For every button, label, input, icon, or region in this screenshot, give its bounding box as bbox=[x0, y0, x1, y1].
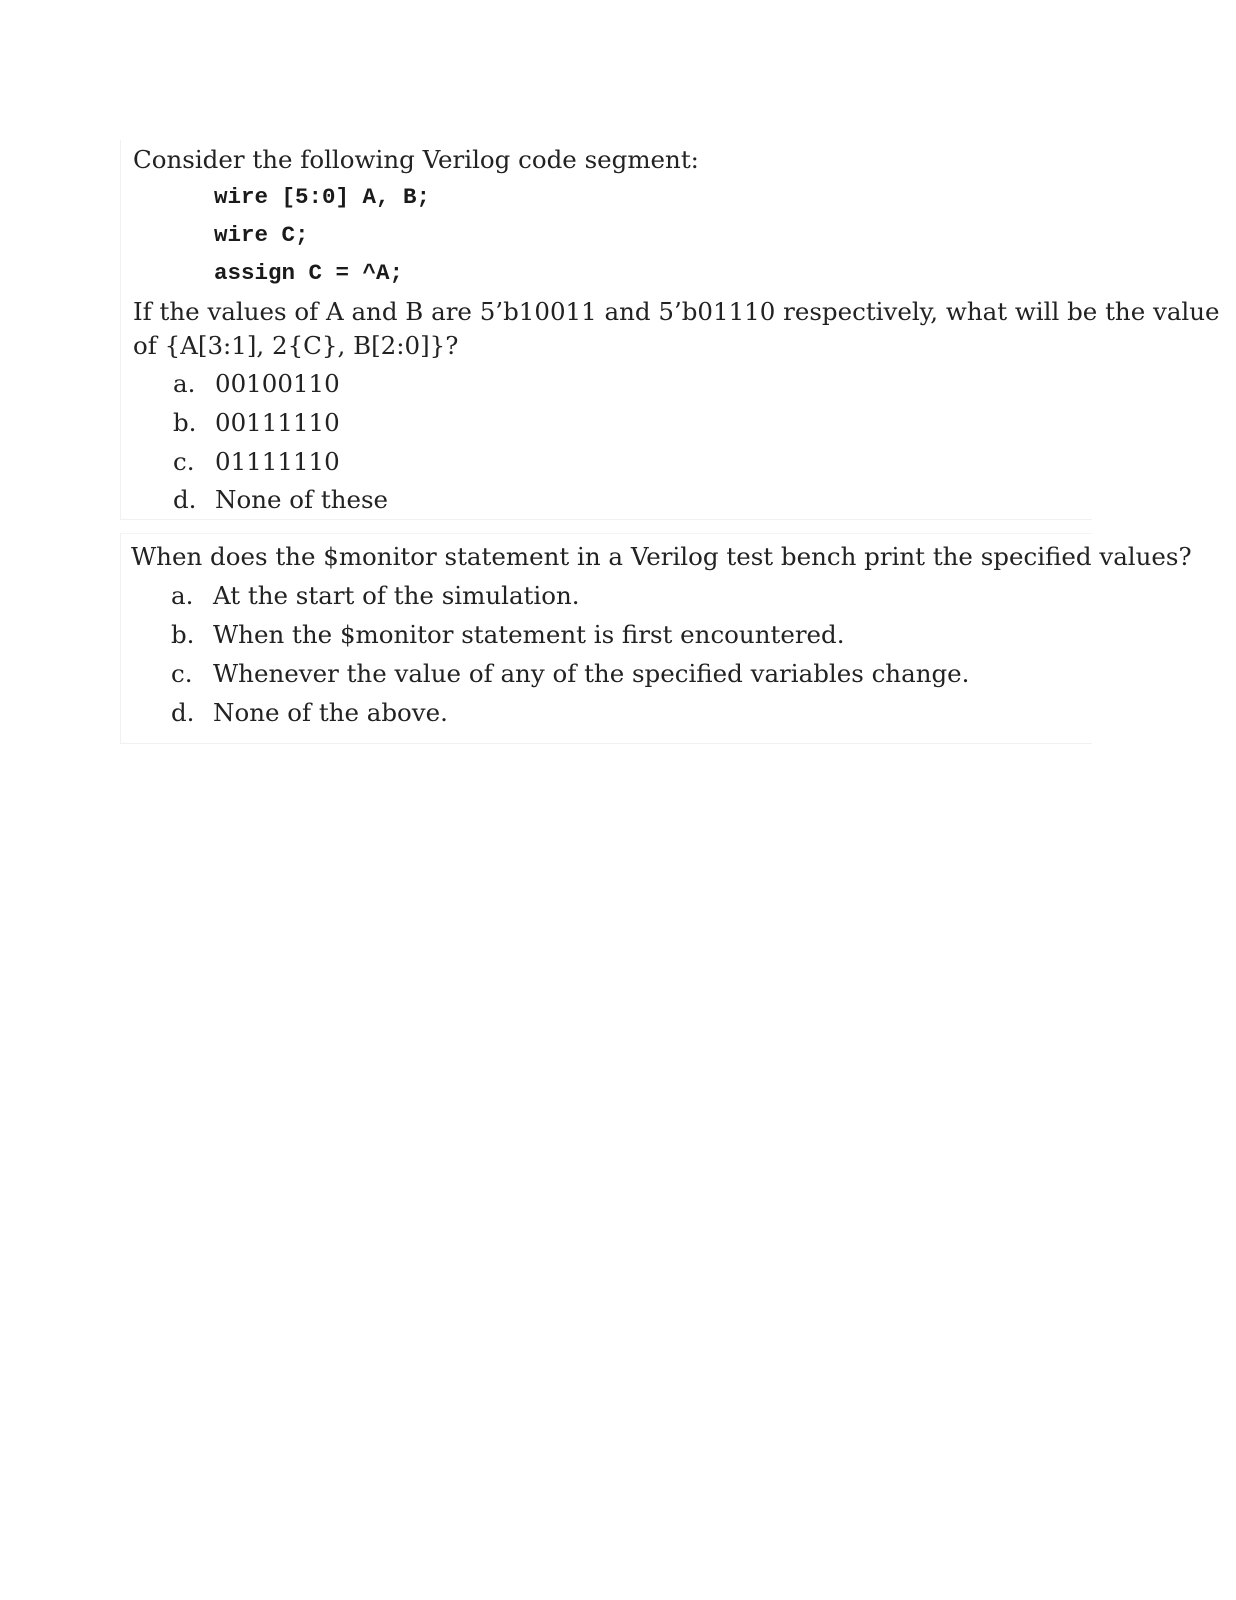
option-c: Whenever the value of any of the specified variables change. bbox=[213, 659, 970, 688]
code-line-2: wire C; bbox=[214, 222, 309, 248]
question-2-prompt: When does the $monitor statement in a Verilog test bench print the specified values? bbox=[131, 542, 1192, 571]
option-letter: a. bbox=[173, 369, 196, 398]
option-letter: d. bbox=[173, 485, 197, 514]
option-b: When the $monitor statement is first encountered. bbox=[213, 620, 845, 649]
question-1-prompt-line-2: of {A[3:1], 2{C}, B[2:0]}? bbox=[133, 331, 459, 360]
option-b: 00111110 bbox=[215, 408, 340, 437]
option-d: None of these bbox=[215, 485, 389, 514]
option-c: 01111110 bbox=[215, 447, 340, 476]
option-d: None of the above. bbox=[213, 698, 448, 727]
option-letter: b. bbox=[173, 408, 197, 437]
option-a: 00100110 bbox=[215, 369, 340, 398]
option-letter: d. bbox=[171, 698, 195, 727]
option-a: At the start of the simulation. bbox=[213, 581, 580, 610]
option-letter: c. bbox=[173, 447, 195, 476]
code-line-3: assign C = ^A; bbox=[214, 260, 404, 286]
question-1-intro: Consider the following Verilog code segment: bbox=[133, 145, 699, 174]
code-line-1: wire [5:0] A, B; bbox=[214, 184, 431, 210]
question-1 bbox=[120, 140, 1220, 520]
question-2 bbox=[120, 533, 1192, 744]
option-letter: b. bbox=[171, 620, 195, 649]
question-1-prompt-line-1: If the values of A and B are 5’b10011 and 5’b01110 respectively, what will be the value bbox=[133, 297, 1220, 326]
option-letter: c. bbox=[171, 659, 193, 688]
option-letter: a. bbox=[171, 581, 194, 610]
